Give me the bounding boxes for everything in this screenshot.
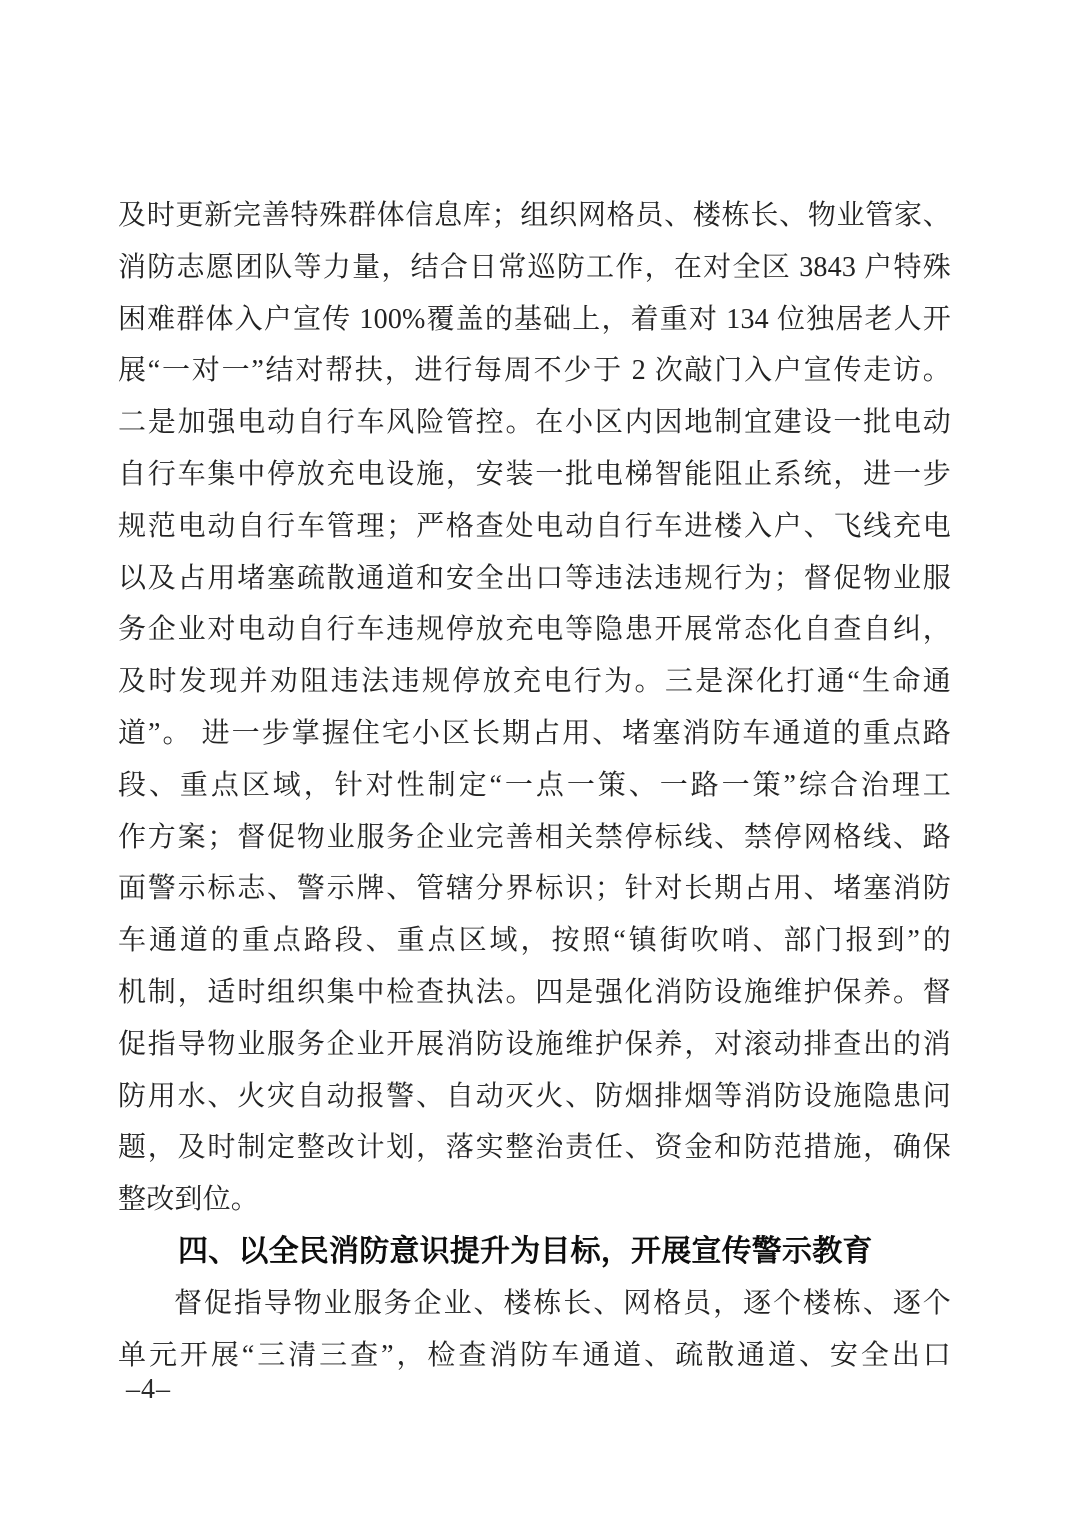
text-line: 面警示标志、警示牌、管辖分界标识；针对长期占用、堵塞消防 — [118, 873, 951, 905]
text-line: 困难群体入户宣传 100%覆盖的基础上，着重对 134 位独居老人开 — [118, 303, 951, 335]
text-line: 作方案；督促物业服务企业完善相关禁停标线、禁停网格线、路 — [118, 821, 951, 853]
text-line: 机制，适时组织集中检查执法。四是强化消防设施维护保养。督 — [118, 976, 951, 1008]
text-line: 及时发现并劝阻违法违规停放充电行为。三是深化打通“生命通 — [118, 666, 951, 698]
text-line: 及时更新完善特殊群体信息库；组织网格员、楼栋长、物业管家、 — [118, 200, 951, 231]
text-line: 展“一对一”结对帮扶，进行每周不少于 2 次敲门入户宣传走访。 — [118, 355, 951, 387]
text-line: 消防志愿团队等力量，结合日常巡防工作，在对全区 3843 户特殊 — [118, 251, 951, 283]
text-line: 务企业对电动自行车违规停放充电等隐患开展常态化自查自纠， — [118, 614, 951, 646]
text-line: 单元开展“三清三查”，检查消防车通道、疏散通道、安全出口 — [118, 1339, 951, 1371]
text-line: 防用水、火灾自动报警、自动灭火、防烟排烟等消防设施隐患问 — [118, 1080, 951, 1112]
text-line: 道”。 进一步掌握住宅小区长期占用、堵塞消防车通道的重点路 — [118, 717, 951, 749]
text-line: 整改到位。 — [118, 1184, 260, 1216]
text-line: 促指导物业服务企业开展消防设施维护保养，对滚动排查出的消 — [118, 1028, 951, 1060]
page-number: –4– — [126, 1374, 171, 1405]
text-line: 督促指导物业服务企业、楼栋长、网格员，逐个楼栋、逐个 — [174, 1287, 951, 1319]
text-line: 规范电动自行车管理；严格查处电动自行车进楼入户、飞线充电 — [118, 510, 951, 542]
text-line: 二是加强电动自行车风险管控。在小区内因地制宜建设一批电动 — [118, 407, 951, 439]
text-line: 段、重点区域，针对性制定“一点一策、一路一策”综合治理工 — [118, 769, 951, 801]
section-heading: 四、以全民消防意识提升为目标，开展宣传警示教育 — [178, 1234, 873, 1268]
document-body — [118, 190, 951, 1381]
text-line: 车通道的重点路段、重点区域，按照“镇街吹哨、部门报到”的 — [118, 925, 951, 957]
text-line: 题，及时制定整改计划，落实整治责任、资金和防范措施，确保 — [118, 1132, 951, 1164]
text-line: 自行车集中停放充电设施，安装一批电梯智能阻止系统，进一步 — [118, 458, 951, 490]
text-line: 以及占用堵塞疏散通道和安全出口等违法违规行为；督促物业服 — [118, 562, 951, 594]
